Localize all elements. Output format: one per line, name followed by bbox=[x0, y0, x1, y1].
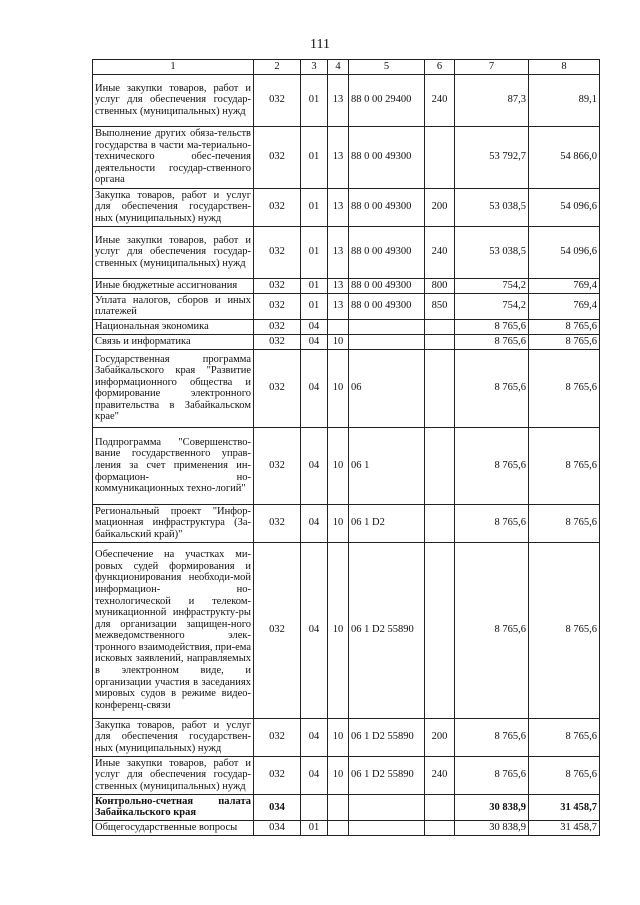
cell-c5: 88 0 00 49300 bbox=[349, 126, 425, 188]
table-row bbox=[93, 293, 600, 319]
table-row bbox=[93, 226, 600, 278]
cell-c3: 04 bbox=[301, 349, 328, 427]
row-name: Связь и информатика bbox=[93, 334, 254, 349]
cell-c8: 31 458,7 bbox=[529, 794, 600, 820]
cell-c2: 032 bbox=[254, 427, 301, 504]
cell-c8: 54 096,6 bbox=[529, 188, 600, 226]
page-number: 111 bbox=[310, 37, 330, 52]
cell-c5 bbox=[349, 820, 425, 835]
row-name: Иные закупки товаров, работ и услуг для обеспечения государ-ственных (муниципальных) нужд bbox=[93, 74, 254, 126]
cell-c8: 89,1 bbox=[529, 74, 600, 126]
cell-c6 bbox=[425, 427, 455, 504]
cell-c3: 04 bbox=[301, 542, 328, 718]
cell-c5: 88 0 00 49300 bbox=[349, 188, 425, 226]
table-row bbox=[93, 278, 600, 293]
cell-c6: 200 bbox=[425, 188, 455, 226]
column-header: 5 bbox=[349, 60, 425, 75]
table-row bbox=[93, 542, 600, 718]
cell-c6 bbox=[425, 820, 455, 835]
cell-c6: 240 bbox=[425, 756, 455, 794]
cell-c2: 032 bbox=[254, 504, 301, 542]
cell-c6 bbox=[425, 319, 455, 334]
cell-c6 bbox=[425, 794, 455, 820]
table-row bbox=[93, 504, 600, 542]
table-row bbox=[93, 74, 600, 126]
column-header: 3 bbox=[301, 60, 328, 75]
cell-c3: 01 bbox=[301, 74, 328, 126]
cell-c3: 04 bbox=[301, 334, 328, 349]
row-name: Контрольно-счетная палата Забайкальского края bbox=[93, 794, 254, 820]
cell-c7: 8 765,6 bbox=[455, 542, 529, 718]
cell-c2: 032 bbox=[254, 718, 301, 756]
row-name: Уплата налогов, сборов и иных платежей bbox=[93, 293, 254, 319]
cell-c6: 800 bbox=[425, 278, 455, 293]
cell-c2: 034 bbox=[254, 794, 301, 820]
table-row bbox=[93, 427, 600, 504]
cell-c8: 8 765,6 bbox=[529, 334, 600, 349]
column-header: 6 bbox=[425, 60, 455, 75]
cell-c2: 032 bbox=[254, 319, 301, 334]
cell-c3 bbox=[301, 794, 328, 820]
cell-c5: 88 0 00 49300 bbox=[349, 278, 425, 293]
cell-c4 bbox=[328, 820, 349, 835]
cell-c7: 754,2 bbox=[455, 278, 529, 293]
cell-c5: 06 1 D2 55890 bbox=[349, 718, 425, 756]
cell-c7: 8 765,6 bbox=[455, 504, 529, 542]
row-name: Закупка товаров, работ и услуг для обеспечения государствен-ных (муниципальных) нужд bbox=[93, 188, 254, 226]
cell-c4: 10 bbox=[328, 349, 349, 427]
cell-c6 bbox=[425, 126, 455, 188]
cell-c4: 10 bbox=[328, 542, 349, 718]
cell-c2: 032 bbox=[254, 74, 301, 126]
cell-c4 bbox=[328, 794, 349, 820]
cell-c6: 240 bbox=[425, 226, 455, 278]
row-name: Закупка товаров, работ и услуг для обеспечения государствен-ных (муниципальных) нужд bbox=[93, 718, 254, 756]
table-row bbox=[93, 126, 600, 188]
cell-c3: 04 bbox=[301, 756, 328, 794]
cell-c4: 10 bbox=[328, 334, 349, 349]
cell-c7: 30 838,9 bbox=[455, 794, 529, 820]
cell-c2: 032 bbox=[254, 226, 301, 278]
cell-c2: 032 bbox=[254, 293, 301, 319]
table-row bbox=[93, 794, 600, 820]
cell-c3: 04 bbox=[301, 319, 328, 334]
row-name: Иные закупки товаров, работ и услуг для обеспечения государ-ственных (муниципальных) нужд bbox=[93, 756, 254, 794]
column-header: 1 bbox=[93, 60, 254, 75]
row-name: Общегосударственные вопросы bbox=[93, 820, 254, 835]
cell-c5 bbox=[349, 319, 425, 334]
cell-c8: 769,4 bbox=[529, 293, 600, 319]
row-name: Иные бюджетные ассигнования bbox=[93, 278, 254, 293]
cell-c8: 31 458,7 bbox=[529, 820, 600, 835]
cell-c8: 8 765,6 bbox=[529, 427, 600, 504]
cell-c3: 04 bbox=[301, 427, 328, 504]
cell-c8: 8 765,6 bbox=[529, 718, 600, 756]
column-header: 8 bbox=[529, 60, 600, 75]
cell-c3: 01 bbox=[301, 293, 328, 319]
cell-c4: 13 bbox=[328, 293, 349, 319]
cell-c6: 240 bbox=[425, 74, 455, 126]
table-row bbox=[93, 718, 600, 756]
column-header: 7 bbox=[455, 60, 529, 75]
cell-c5: 06 1 D2 55890 bbox=[349, 756, 425, 794]
cell-c4: 10 bbox=[328, 718, 349, 756]
cell-c7: 754,2 bbox=[455, 293, 529, 319]
cell-c7: 8 765,6 bbox=[455, 427, 529, 504]
table-row bbox=[93, 188, 600, 226]
cell-c5: 06 1 bbox=[349, 427, 425, 504]
table-row bbox=[93, 349, 600, 427]
cell-c6 bbox=[425, 542, 455, 718]
budget-table bbox=[92, 59, 600, 836]
cell-c6: 200 bbox=[425, 718, 455, 756]
cell-c8: 769,4 bbox=[529, 278, 600, 293]
cell-c8: 8 765,6 bbox=[529, 319, 600, 334]
cell-c2: 032 bbox=[254, 126, 301, 188]
row-name: Выполнение других обяза-тельств государства в части ма-териально-технического обес-печения деятельности государ-ственного органа bbox=[93, 126, 254, 188]
row-name: Региональный проект "Инфор-мационная инфраструктура (За-байкальский край)" bbox=[93, 504, 254, 542]
cell-c4: 13 bbox=[328, 188, 349, 226]
table-row bbox=[93, 756, 600, 794]
cell-c5: 06 1 D2 bbox=[349, 504, 425, 542]
row-name: Обеспечение на участках ми-ровых судей формирования и функционирования необходи-мой информацион- но-технологической и телеком-муникационной инфраструкту-ры для организации защищен-ного межведомственного элек-тронного взаимодействия, при-ема исковых заявлений, направляемых в электронном виде, и организации участия в заседаниях мировых судов в режиме видео-конференц-связи bbox=[93, 542, 254, 718]
cell-c2: 032 bbox=[254, 278, 301, 293]
cell-c2: 032 bbox=[254, 349, 301, 427]
cell-c8: 8 765,6 bbox=[529, 756, 600, 794]
cell-c4: 13 bbox=[328, 226, 349, 278]
cell-c3: 01 bbox=[301, 226, 328, 278]
cell-c2: 032 bbox=[254, 188, 301, 226]
cell-c8: 8 765,6 bbox=[529, 349, 600, 427]
cell-c2: 032 bbox=[254, 542, 301, 718]
table-row bbox=[93, 319, 600, 334]
cell-c5: 88 0 00 49300 bbox=[349, 293, 425, 319]
cell-c4: 13 bbox=[328, 126, 349, 188]
cell-c3: 01 bbox=[301, 820, 328, 835]
row-name: Иные закупки товаров, работ и услуг для обеспечения государ-ственных (муниципальных) нужд bbox=[93, 226, 254, 278]
table-row bbox=[93, 334, 600, 349]
row-name: Национальная экономика bbox=[93, 319, 254, 334]
row-name: Подпрограмма "Совершенство-вание государственного управ-ления за счет применения ин-формацион- но-коммуникационных техно-логий" bbox=[93, 427, 254, 504]
cell-c8: 54 866,0 bbox=[529, 126, 600, 188]
cell-c8: 8 765,6 bbox=[529, 504, 600, 542]
cell-c7: 53 038,5 bbox=[455, 188, 529, 226]
cell-c6 bbox=[425, 334, 455, 349]
cell-c4: 13 bbox=[328, 278, 349, 293]
cell-c5: 88 0 00 49300 bbox=[349, 226, 425, 278]
cell-c8: 54 096,6 bbox=[529, 226, 600, 278]
cell-c3: 04 bbox=[301, 718, 328, 756]
cell-c4 bbox=[328, 319, 349, 334]
cell-c7: 8 765,6 bbox=[455, 756, 529, 794]
cell-c7: 53 792,7 bbox=[455, 126, 529, 188]
cell-c5: 06 bbox=[349, 349, 425, 427]
cell-c3: 01 bbox=[301, 278, 328, 293]
cell-c7: 53 038,5 bbox=[455, 226, 529, 278]
cell-c5 bbox=[349, 794, 425, 820]
cell-c4: 10 bbox=[328, 756, 349, 794]
row-name: Государственная программа Забайкальского края "Развитие информационного общества и формирование электронного правительства в Забайкальском крае" bbox=[93, 349, 254, 427]
header-row bbox=[93, 60, 600, 75]
cell-c5 bbox=[349, 334, 425, 349]
cell-c7: 87,3 bbox=[455, 74, 529, 126]
cell-c4: 10 bbox=[328, 504, 349, 542]
cell-c7: 8 765,6 bbox=[455, 319, 529, 334]
column-header: 2 bbox=[254, 60, 301, 75]
cell-c2: 034 bbox=[254, 820, 301, 835]
cell-c3: 01 bbox=[301, 126, 328, 188]
cell-c4: 10 bbox=[328, 427, 349, 504]
cell-c7: 8 765,6 bbox=[455, 349, 529, 427]
table-row bbox=[93, 820, 600, 835]
cell-c2: 032 bbox=[254, 334, 301, 349]
column-header: 4 bbox=[328, 60, 349, 75]
cell-c8: 8 765,6 bbox=[529, 542, 600, 718]
cell-c6: 850 bbox=[425, 293, 455, 319]
cell-c7: 30 838,9 bbox=[455, 820, 529, 835]
cell-c6 bbox=[425, 504, 455, 542]
cell-c2: 032 bbox=[254, 756, 301, 794]
cell-c6 bbox=[425, 349, 455, 427]
cell-c3: 04 bbox=[301, 504, 328, 542]
cell-c5: 06 1 D2 55890 bbox=[349, 542, 425, 718]
cell-c4: 13 bbox=[328, 74, 349, 126]
cell-c7: 8 765,6 bbox=[455, 718, 529, 756]
cell-c7: 8 765,6 bbox=[455, 334, 529, 349]
cell-c3: 01 bbox=[301, 188, 328, 226]
cell-c5: 88 0 00 29400 bbox=[349, 74, 425, 126]
